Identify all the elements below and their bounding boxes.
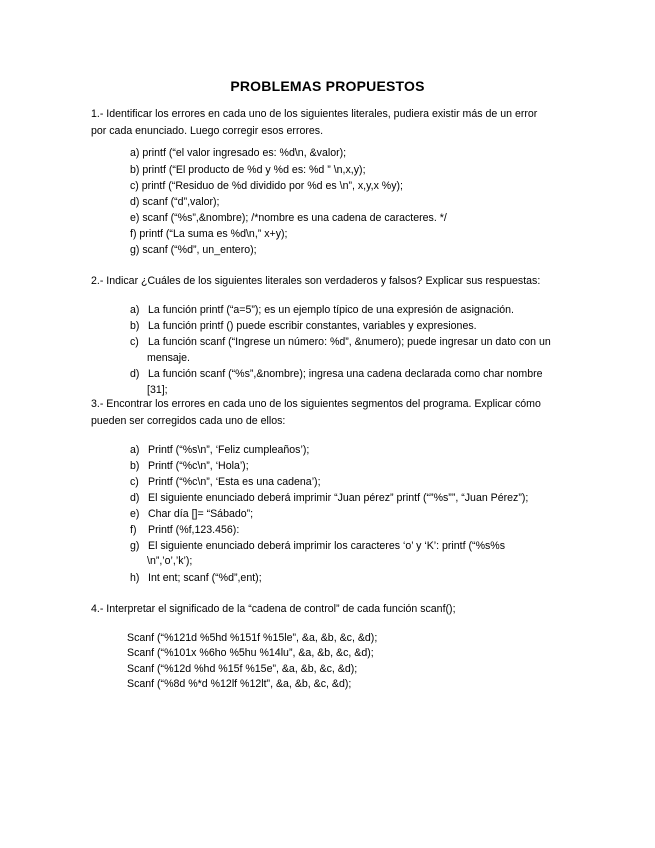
q3-item-label: f): [130, 524, 137, 536]
q3-item-text: El siguiente enunciado deberá imprimir “Juan pérez” printf (“”%s””, “Juan Pérez”);: [148, 492, 529, 504]
q3-item-label: g): [130, 540, 140, 552]
q4-scanf-line-2: Scanf (“%101x %6ho %5hu %14lu”, &a, &b, &c, &d);: [127, 647, 374, 659]
q3-item-text: Printf (“%s\n”, ‘Feliz cumpleaños’);: [148, 444, 310, 456]
q3-item-label: a): [130, 444, 140, 456]
q1-intro: [91, 106, 561, 139]
q2-item-label: c): [130, 336, 139, 348]
q1-intro-line2: por cada enunciado. Luego corregir esos errores.: [91, 124, 324, 137]
q2-item-label: d): [130, 368, 140, 380]
q1-item-b: b) printf (“El producto de %d y %d es: %d ” \n,x,y);: [130, 164, 366, 176]
q3-item-label: h): [130, 572, 140, 584]
q3-item-text: Printf (%f,123.456):: [148, 524, 240, 536]
q1-item-e: e) scanf (“%s”,&nombre); /*nombre es una cadena de caracteres. */: [130, 212, 447, 224]
q2-item-label: a): [130, 304, 140, 316]
q2-item-c-continuation: mensaje.: [147, 352, 190, 364]
q3-intro-line2: pueden ser corregidos cada uno de ellos:: [91, 414, 286, 427]
q2-item-text: La función scanf (“Ingrese un número: %d”, &numero); puede ingresar un dato con un: [148, 336, 551, 348]
q2-intro: 2.- Indicar ¿Cuáles de los siguientes literales son verdaderos y falsos? Explicar sus respuestas:: [91, 275, 541, 287]
q4-scanf-line-3: Scanf (“%12d %hd %15f %15e”, &a, &b, &c, &d);: [127, 663, 358, 675]
q3-item-label: d): [130, 492, 140, 504]
q3-item-label: e): [130, 508, 140, 520]
q4-intro: 4.- Interpretar el significado de la “cadena de control” de cada función scanf();: [91, 603, 456, 615]
q3-intro-line1: 3.- Encontrar los errores en cada uno de los siguientes segmentos del programa. Explicar cómo: [91, 398, 541, 410]
page-title: PROBLEMAS PROPUESTOS: [230, 78, 425, 94]
q2-item-text: La función scanf (“%s”,&nombre); ingresa una cadena declarada como char nombre: [148, 368, 543, 380]
q3-item-text: Printf (“%c\n”, ‘Hola’);: [148, 460, 249, 472]
q3-item-label: b): [130, 460, 140, 472]
q3-item-text: Printf (“%c\n”, ‘Esta es una cadena’);: [148, 476, 321, 488]
q3-intro: [91, 396, 651, 429]
q2-item-text: La función printf (“a=5”); es un ejemplo típico de una expresión de asignación.: [148, 304, 515, 316]
q1-item-g: g) scanf (“%d”, un_entero);: [130, 244, 257, 256]
q1-intro-line1: 1.- Identificar los errores en cada uno de los siguientes literales, pudiera existir más de un error: [91, 108, 538, 120]
q3-item-text: El siguiente enunciado deberá imprimir los caracteres ‘o’ y ‘K’: printf (“%s%s: [148, 540, 505, 552]
q3-item-label: c): [130, 476, 139, 488]
q3-item-g-continuation: \n”,’o’,’k’);: [147, 555, 193, 567]
q1-item-d: d) scanf (“d”,valor);: [130, 196, 220, 208]
q1-item-c: c) printf (“Residuo de %d dividido por %d es \n”, x,y,x %y);: [130, 180, 403, 192]
q2-item-label: b): [130, 320, 140, 332]
q3-item-text: Char día []= “Sábado”;: [148, 508, 254, 520]
q2-item-d-continuation: [31];: [147, 384, 168, 396]
q4-scanf-line-4: Scanf (“%8d %*d %12lf %12lt”, &a, &b, &c, &d);: [127, 678, 352, 690]
q2-item-text: La función printf () puede escribir constantes, variables y expresiones.: [148, 320, 477, 332]
q3-item-text: Int ent; scanf (“%d”,ent);: [148, 572, 262, 584]
q1-item-f: f) printf (“La suma es %d\n,” x+y);: [130, 228, 288, 240]
q1-item-a: a) printf (“el valor ingresado es: %d\n, &valor);: [130, 147, 347, 159]
q4-scanf-line-1: Scanf (“%121d %5hd %151f %15le”, &a, &b, &c, &d);: [127, 632, 378, 644]
